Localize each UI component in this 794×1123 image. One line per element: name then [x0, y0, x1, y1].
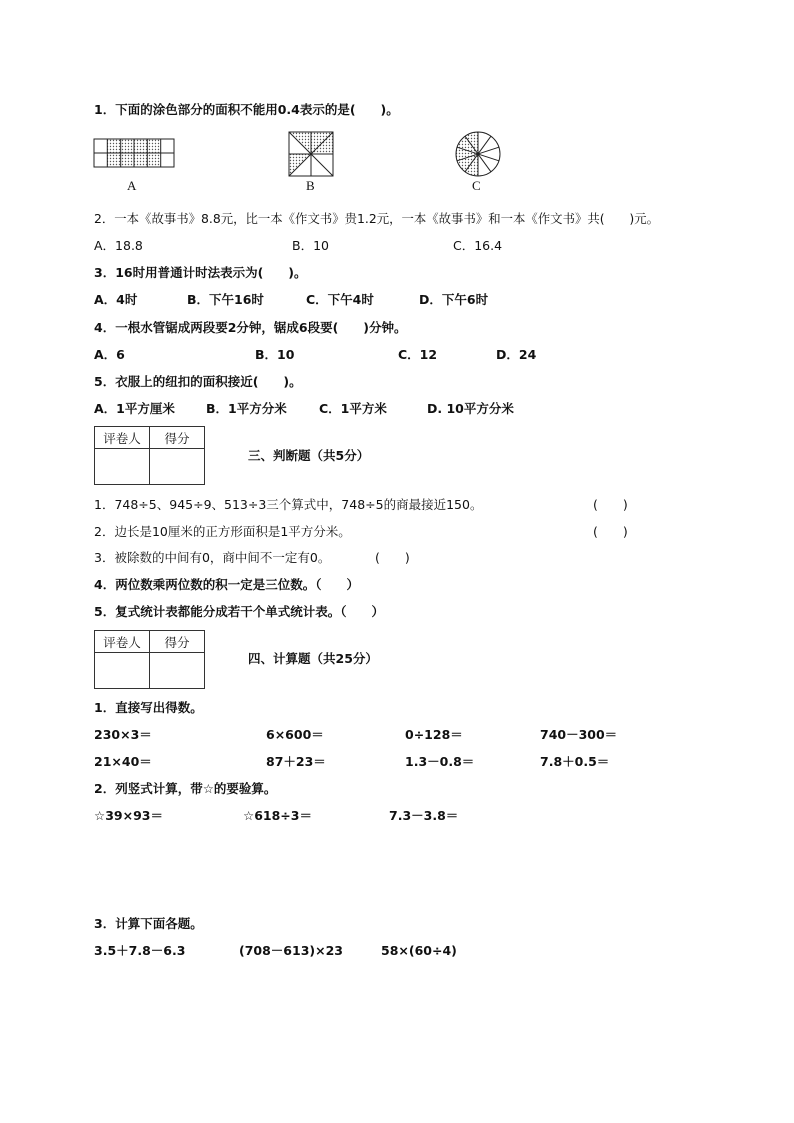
judge-item-2-bracket[interactable]: ( ): [593, 524, 628, 539]
q4-option-b: B．10: [255, 347, 295, 362]
mc-q5: 5．衣服上的纽扣的面积接近( )。: [94, 374, 302, 389]
mc-q2: 2．一本《故事书》8.8元，比一本《作文书》贵1.2元，一本《故事书》和一本《作文书》共( )元。: [94, 211, 659, 226]
judge-item-2: 2．边长是10厘米的正方形面积是1平方分米。: [94, 524, 351, 539]
q4-option-a: A．6: [94, 347, 125, 362]
score-table-grader-header: 评卷人: [95, 427, 150, 449]
q4-option-c: C．12: [398, 347, 438, 362]
calc-section-title: 四、计算题（共25分）: [248, 651, 378, 666]
calc-q1-item: 1.3－0.8＝: [405, 754, 475, 769]
calc-q3-item: 3.5＋7.8－6.3: [94, 943, 186, 958]
q5-option-a: A．1平方厘米: [94, 401, 175, 416]
score-table-score-cell[interactable]: [150, 653, 205, 689]
calc-q2-item: ☆39×93＝: [94, 808, 163, 823]
judge-item-3-bracket[interactable]: ( ): [375, 550, 410, 565]
calc-q1-item: 7.8＋0.5＝: [540, 754, 610, 769]
calc-q2-item: ☆618÷3＝: [243, 808, 312, 823]
calc-q1-item: 21×40＝: [94, 754, 152, 769]
judge-item-5: 5．复式统计表都能分成若干个单式统计表。（ ）: [94, 604, 384, 619]
calc-q3-item: 58×(60÷4): [381, 943, 457, 958]
figure-b-label: B: [306, 178, 315, 193]
judge-item-4: 4．两位数乘两位数的积一定是三位数。（ ）: [94, 577, 359, 592]
q2-option-c: C．16.4: [453, 238, 503, 253]
calc-q2: 2．列竖式计算，带☆的要验算。: [94, 781, 277, 796]
judge-item-3: 3．被除数的中间有0，商中间不一定有0。: [94, 550, 331, 565]
score-table-score-header: 得分: [150, 427, 205, 449]
figure-a-grid: [94, 139, 174, 167]
calc-q2-item: 7.3－3.8＝: [389, 808, 459, 823]
score-table-grader-header: 评卷人: [95, 631, 150, 653]
calc-q3: 3．计算下面各题。: [94, 916, 203, 931]
score-table-judge: [94, 426, 205, 485]
calc-q1: 1．直接写出得数。: [94, 700, 203, 715]
q3-option-b: B．下午16时: [187, 292, 264, 307]
score-table-score-header: 得分: [150, 631, 205, 653]
q3-option-c: C．下午4时: [306, 292, 374, 307]
q2-option-b: B．10: [292, 238, 329, 253]
judge-section-title: 三、判断题（共5分）: [248, 448, 370, 463]
calc-q1-item: 6×600＝: [266, 727, 324, 742]
score-table-grader-cell[interactable]: [95, 449, 150, 485]
q2-option-a: A．18.8: [94, 238, 143, 253]
calc-q3-item: (708－613)×23: [239, 943, 343, 958]
mc-q4: 4．一根水管锯成两段要2分钟，锯成6段要( )分钟。: [94, 320, 407, 335]
calc-q1-item: 87＋23＝: [266, 754, 326, 769]
q5-option-d: D. 10平方分米: [427, 401, 514, 416]
mc-q3: 3．16时用普通计时法表示为( )。: [94, 265, 307, 280]
q5-option-b: B．1平方分米: [206, 401, 287, 416]
q3-option-d: D．下午6时: [419, 292, 489, 307]
figure-a-label: A: [127, 178, 137, 193]
score-table-grader-cell[interactable]: [95, 653, 150, 689]
calc-q1-item: 0÷128＝: [405, 727, 463, 742]
judge-item-1-bracket[interactable]: ( ): [593, 497, 628, 512]
calc-q1-item: 740－300＝: [540, 727, 618, 742]
figure-c-label: C: [472, 178, 481, 193]
score-table-score-cell[interactable]: [150, 449, 205, 485]
calc-q1-item: 230×3＝: [94, 727, 152, 742]
figure-c-circle: [455, 131, 501, 177]
score-table-calc: [94, 630, 205, 689]
q5-option-c: C．1平方米: [319, 401, 387, 416]
q4-option-d: D．24: [496, 347, 537, 362]
mc-q1: 1．下面的涂色部分的面积不能用0.4表示的是( )。: [94, 102, 399, 117]
judge-item-1: 1．748÷5、945÷9、513÷3三个算式中，748÷5的商最接近150。: [94, 497, 483, 512]
q3-option-a: A．4时: [94, 292, 138, 307]
figure-b-square: [289, 132, 333, 176]
